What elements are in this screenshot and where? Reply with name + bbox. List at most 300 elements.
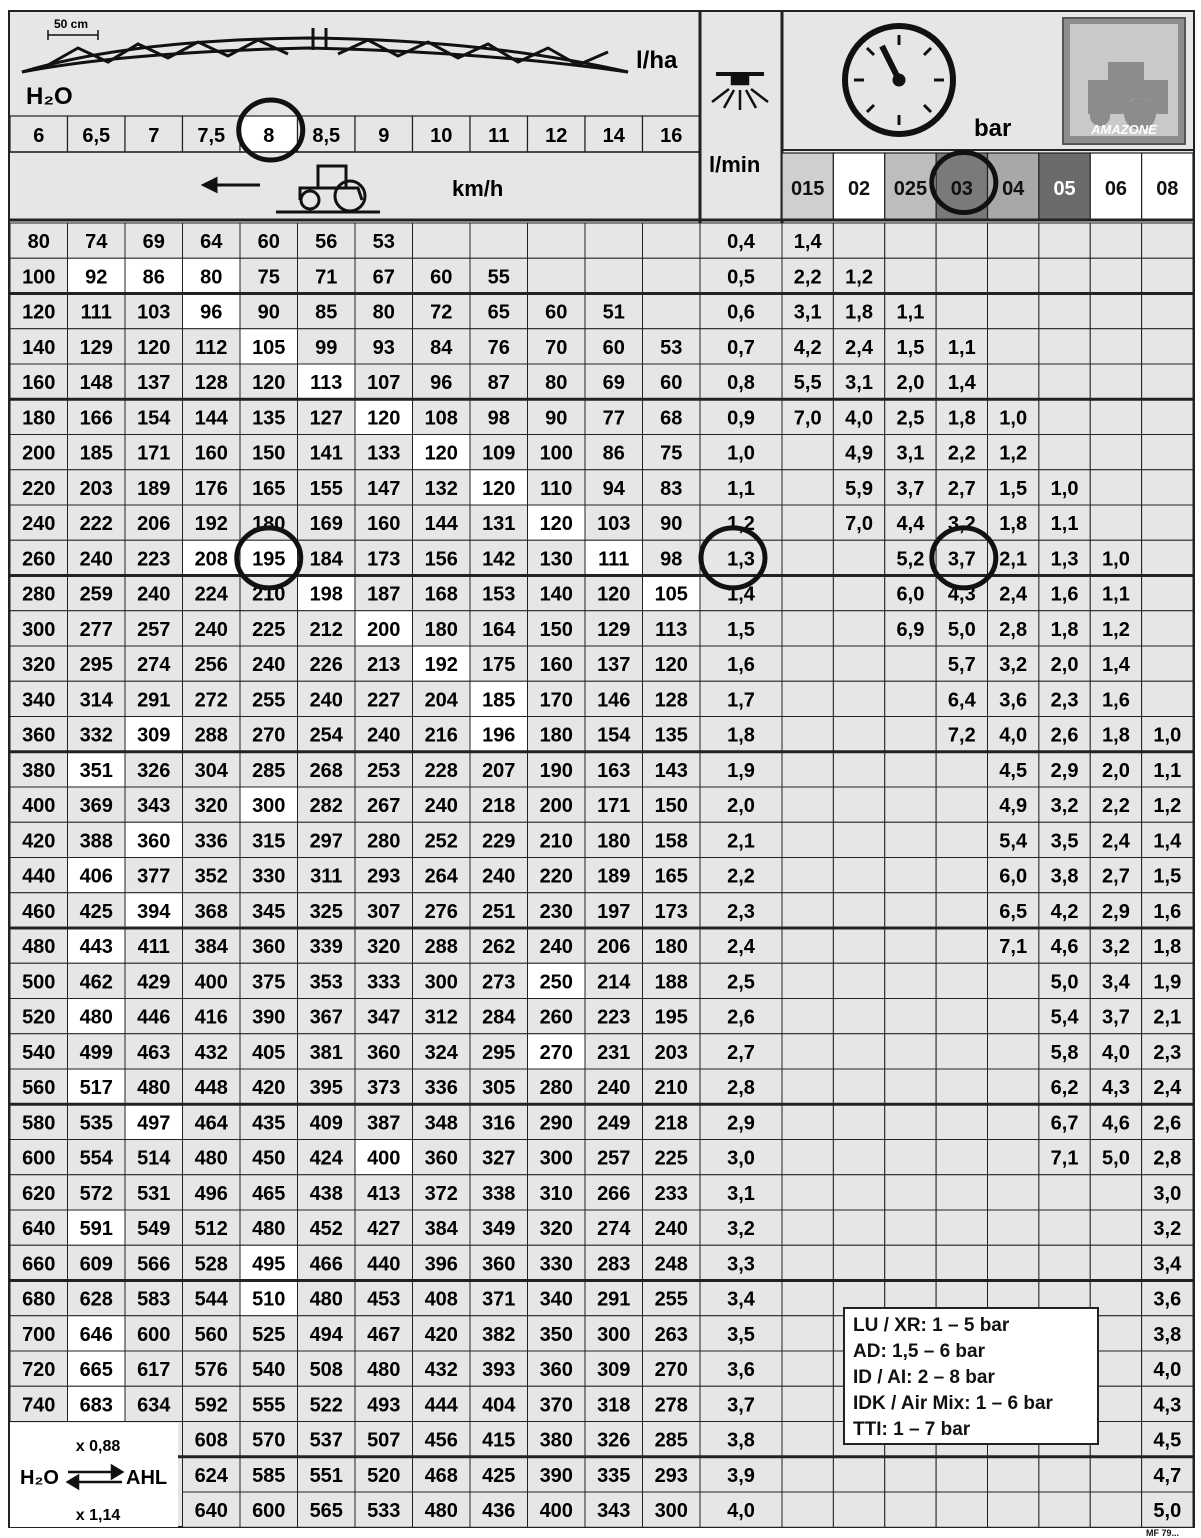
rate-cell: 617 — [137, 1359, 171, 1381]
rate-cell: 144 — [194, 407, 228, 430]
rate-cell: 436 — [482, 1500, 516, 1522]
rate-cell: 280 — [22, 583, 56, 606]
rate-cell: 180 — [22, 407, 56, 430]
rate-cell: 388 — [79, 830, 113, 853]
pressure-cell: 1,8 — [845, 301, 873, 324]
rate-cell: 264 — [424, 865, 458, 888]
rate-cell: 120 — [137, 336, 171, 359]
rate-cell: 425 — [482, 1464, 516, 1487]
rate-cell: 295 — [79, 654, 113, 676]
rate-cell: 133 — [367, 442, 401, 465]
rate-cell: 110 — [540, 477, 573, 500]
pressure-cell: 2,3 — [1050, 689, 1079, 712]
pressure-cell: 2,6 — [1153, 1112, 1182, 1135]
rate-cell: 142 — [482, 548, 516, 571]
rate-cell: 535 — [79, 1112, 113, 1135]
rate-cell: 229 — [482, 830, 516, 853]
rate-cell: 168 — [424, 583, 458, 606]
rate-cell: 554 — [79, 1147, 113, 1170]
pressure-cell: 3,8 — [1153, 1323, 1182, 1346]
rate-cell: 377 — [137, 865, 171, 888]
rate-cell: 69 — [142, 231, 165, 253]
pressure-cell: 1,5 — [896, 336, 925, 359]
conversion-left-label: H₂O — [20, 1467, 59, 1489]
rate-cell: 200 — [367, 618, 401, 641]
rate-cell: 100 — [22, 266, 56, 289]
rate-cell: 443 — [79, 936, 113, 958]
rate-cell: 273 — [482, 971, 516, 994]
rate-cell: 76 — [487, 336, 510, 359]
rate-cell: 570 — [252, 1429, 286, 1452]
rate-cell: 103 — [137, 301, 171, 324]
flow-cell: 1,6 — [727, 654, 755, 676]
flow-cell: 4,0 — [727, 1500, 755, 1522]
rate-cell: 460 — [22, 900, 56, 923]
rate-cell: 343 — [137, 795, 171, 817]
pressure-cell: 1,1 — [947, 336, 976, 359]
nozzle-size-header: 025 — [893, 178, 928, 200]
rate-cell: 170 — [539, 689, 573, 712]
rate-cell: 83 — [660, 477, 683, 500]
rate-cell: 390 — [539, 1464, 573, 1487]
pressure-cell: 2,4 — [1153, 1077, 1182, 1099]
rate-cell: 400 — [194, 971, 228, 994]
rate-cell: 320 — [194, 795, 228, 817]
pressure-cell: 2,8 — [1153, 1147, 1182, 1170]
rate-cell: 240 — [654, 1218, 688, 1240]
rate-cell: 500 — [22, 971, 56, 994]
speed-header-cell: 14 — [602, 125, 625, 147]
rate-cell: 583 — [137, 1288, 171, 1311]
rate-cell: 272 — [194, 689, 228, 712]
pressure-cell: 3,5 — [1050, 830, 1079, 853]
rate-cell: 53 — [372, 231, 395, 253]
rate-cell: 227 — [367, 689, 401, 712]
rate-cell: 180 — [539, 724, 573, 747]
pressure-cell: 4,5 — [1153, 1429, 1182, 1452]
tractor-icon — [204, 166, 380, 212]
rate-cell: 330 — [252, 865, 286, 888]
rate-cell: 189 — [137, 477, 171, 500]
speed-header-cell: 10 — [430, 125, 453, 147]
nozzle-size-header: 04 — [1002, 178, 1025, 200]
pressure-cell: 2,0 — [896, 372, 925, 394]
rate-cell: 99 — [315, 336, 338, 359]
rate-cell: 240 — [22, 513, 56, 535]
rate-cell: 525 — [252, 1323, 286, 1346]
flow-cell: 1,4 — [727, 583, 755, 606]
rate-cell: 444 — [424, 1394, 458, 1417]
pressure-cell: 1,1 — [896, 301, 925, 324]
rate-cell: 165 — [252, 477, 286, 500]
rate-cell: 64 — [200, 231, 223, 253]
rate-cell: 120 — [482, 477, 516, 500]
rate-cell: 208 — [194, 548, 228, 571]
pressure-cell: 1,6 — [1102, 689, 1130, 712]
pressure-cell: 2,1 — [999, 548, 1028, 571]
rate-cell: 156 — [424, 548, 458, 571]
pressure-cell: 1,4 — [1102, 654, 1130, 676]
rate-cell: 187 — [367, 583, 401, 606]
speed-header-cell: 7 — [148, 125, 160, 147]
rate-cell: 453 — [367, 1288, 401, 1311]
rate-cell: 531 — [137, 1182, 171, 1205]
pressure-cell: 1,8 — [947, 407, 976, 430]
pressure-cell: 1,5 — [999, 477, 1028, 500]
rate-cell: 96 — [200, 301, 223, 324]
speed-header-cell: 16 — [660, 125, 683, 147]
rate-cell: 143 — [654, 759, 688, 782]
rate-cell: 250 — [539, 971, 573, 994]
rate-cell: 90 — [660, 513, 683, 535]
rate-cell: 86 — [142, 266, 165, 289]
rate-cell: 368 — [194, 900, 228, 923]
rate-cell: 120 — [597, 583, 631, 606]
rate-cell: 225 — [654, 1147, 688, 1170]
water-label: H₂O — [26, 83, 73, 110]
rate-cell: 277 — [79, 618, 113, 641]
rate-cell: 112 — [195, 336, 228, 359]
flow-cell: 2,5 — [727, 971, 755, 994]
rate-cell: 493 — [367, 1394, 401, 1417]
rate-cell: 600 — [137, 1323, 171, 1346]
rate-cell: 420 — [424, 1323, 458, 1346]
pressure-cell: 3,1 — [896, 442, 925, 465]
pressure-cell: 2,5 — [896, 407, 925, 430]
pressure-cell: 6,4 — [947, 689, 976, 712]
rate-cell: 75 — [660, 442, 683, 465]
rate-cell: 51 — [602, 301, 625, 324]
rate-cell: 293 — [654, 1464, 688, 1487]
speed-header-cell: 6 — [33, 125, 45, 147]
pressure-cell: 7,0 — [845, 513, 873, 535]
flow-cell: 3,3 — [727, 1253, 755, 1276]
rate-cell: 608 — [194, 1429, 228, 1452]
rate-cell: 248 — [654, 1253, 688, 1276]
flow-cell: 0,7 — [727, 336, 755, 359]
rate-cell: 415 — [482, 1429, 516, 1452]
rate-cell: 270 — [654, 1359, 688, 1381]
rate-cell: 324 — [424, 1041, 458, 1064]
rate-cell: 223 — [137, 548, 171, 571]
speed-header-cell: 12 — [545, 125, 568, 147]
pressure-range-item: IDK / Air Mix: 1 – 6 bar — [853, 1393, 1053, 1414]
pressure-cell: 2,6 — [1050, 724, 1079, 747]
pressure-cell: 2,0 — [1050, 654, 1079, 676]
rate-cell: 507 — [367, 1429, 401, 1452]
rate-cell: 375 — [252, 971, 286, 994]
rate-cell: 278 — [654, 1394, 688, 1417]
rate-cell: 432 — [424, 1359, 458, 1381]
pressure-cell: 1,2 — [1102, 618, 1130, 641]
pressure-cell: 3,8 — [1050, 865, 1079, 888]
rate-cell: 263 — [654, 1323, 688, 1346]
rate-cell: 190 — [539, 759, 573, 782]
rate-cell: 320 — [22, 654, 56, 676]
pressure-cell: 1,8 — [999, 513, 1028, 535]
rate-cell: 53 — [660, 336, 683, 359]
rate-cell: 522 — [309, 1394, 343, 1417]
flow-cell: 3,9 — [727, 1464, 755, 1487]
rate-cell: 624 — [194, 1464, 228, 1487]
rate-cell: 240 — [79, 548, 113, 571]
pressure-range-legend — [843, 1307, 1099, 1445]
rate-cell: 665 — [79, 1359, 113, 1381]
rate-cell: 452 — [309, 1218, 343, 1240]
rate-cell: 700 — [22, 1323, 56, 1346]
rate-cell: 408 — [424, 1288, 458, 1311]
rate-cell: 312 — [424, 1006, 458, 1029]
flow-unit-label: l/min — [709, 152, 761, 177]
rate-cell: 210 — [539, 830, 573, 853]
rate-cell: 740 — [22, 1394, 56, 1417]
rate-cell: 226 — [309, 654, 343, 676]
rate-cell: 320 — [539, 1218, 573, 1240]
pressure-cell: 1,1 — [1102, 583, 1130, 606]
rate-cell: 111 — [598, 548, 630, 571]
pressure-cell: 1,0 — [1050, 477, 1079, 500]
rate-cell: 144 — [424, 513, 458, 535]
flow-cell: 1,7 — [727, 689, 755, 712]
rate-cell: 480 — [194, 1147, 228, 1170]
flow-cell: 1,1 — [727, 477, 755, 500]
rate-cell: 135 — [252, 407, 286, 430]
rate-cell: 90 — [545, 407, 568, 430]
rate-cell: 150 — [539, 618, 573, 641]
rate-cell: 84 — [430, 336, 453, 359]
rate-cell: 350 — [539, 1323, 573, 1346]
rate-cell: 216 — [424, 724, 458, 747]
rate-cell: 465 — [252, 1182, 286, 1205]
pressure-cell: 3,2 — [1153, 1218, 1182, 1240]
flow-cell: 3,2 — [727, 1218, 755, 1240]
rate-cell: 413 — [367, 1182, 401, 1205]
rate-cell: 282 — [309, 795, 343, 817]
rate-cell: 111 — [80, 301, 112, 324]
pressure-cell: 1,2 — [1153, 795, 1182, 817]
rate-cell: 210 — [654, 1077, 688, 1099]
rate-cell: 343 — [597, 1500, 631, 1522]
pressure-cell: 4,3 — [1102, 1077, 1130, 1099]
rate-cell: 203 — [79, 477, 113, 500]
pressure-cell: 2,0 — [1102, 759, 1130, 782]
rate-cell: 195 — [654, 1006, 688, 1029]
pressure-cell: 6,7 — [1050, 1112, 1079, 1135]
rate-cell: 184 — [309, 548, 343, 571]
rate-cell: 349 — [482, 1218, 516, 1240]
rate-cell: 240 — [309, 689, 343, 712]
rate-cell: 113 — [310, 372, 343, 394]
rate-cell: 544 — [194, 1288, 228, 1311]
speed-header-cell: 7,5 — [197, 125, 226, 147]
pressure-cell: 1,8 — [1153, 936, 1182, 958]
rate-cell: 304 — [194, 759, 228, 782]
rate-cell: 537 — [309, 1429, 343, 1452]
rate-cell: 432 — [194, 1041, 228, 1064]
rate-cell: 56 — [315, 231, 338, 253]
rate-cell: 300 — [539, 1147, 573, 1170]
rate-cell: 373 — [367, 1077, 401, 1099]
pressure-cell: 4,9 — [999, 795, 1028, 817]
flow-cell: 2,1 — [727, 830, 755, 853]
rate-cell: 195 — [252, 548, 286, 571]
rate-cell: 420 — [252, 1077, 286, 1099]
pressure-cell: 4,6 — [1050, 936, 1079, 958]
rate-cell: 120 — [539, 513, 573, 535]
pressure-cell: 4,9 — [845, 442, 873, 465]
rate-cell: 284 — [482, 1006, 516, 1029]
rate-cell: 360 — [137, 830, 171, 853]
rate-cell: 347 — [367, 1006, 401, 1029]
pressure-cell: 4,6 — [1102, 1112, 1130, 1135]
rate-cell: 353 — [309, 971, 343, 994]
rate-cell: 69 — [602, 372, 625, 394]
pressure-cell: 1,2 — [999, 442, 1028, 465]
rate-cell: 660 — [22, 1253, 56, 1276]
rate-cell: 185 — [482, 689, 516, 712]
nozzle-spray-icon — [712, 74, 768, 110]
rate-cell: 240 — [597, 1077, 631, 1099]
pressure-cell: 1,0 — [1102, 548, 1130, 571]
flow-cell: 1,3 — [727, 548, 755, 571]
rate-cell: 499 — [79, 1041, 113, 1064]
pressure-cell: 4,3 — [947, 583, 976, 606]
rate-cell: 218 — [654, 1112, 688, 1135]
rate-cell: 404 — [482, 1394, 516, 1417]
rate-cell: 140 — [539, 583, 573, 606]
rate-cell: 158 — [654, 830, 688, 853]
rate-cell: 129 — [79, 336, 113, 359]
pressure-cell: 3,1 — [845, 372, 873, 394]
rate-cell: 198 — [309, 583, 343, 606]
speed-header-cell: 9 — [378, 125, 390, 147]
rate-cell: 496 — [194, 1182, 228, 1205]
rate-cell: 393 — [482, 1359, 516, 1381]
amazone-logo — [1063, 18, 1185, 144]
rate-cell: 468 — [424, 1464, 458, 1487]
rate-cell: 335 — [597, 1464, 631, 1487]
rate-cell: 360 — [22, 724, 56, 747]
rate-cell: 555 — [252, 1394, 286, 1417]
pressure-cell: 6,9 — [896, 618, 925, 641]
rate-cell: 60 — [602, 336, 625, 359]
rate-cell: 406 — [79, 865, 113, 888]
rate-cell: 60 — [660, 372, 683, 394]
rate-cell: 326 — [137, 759, 171, 782]
pressure-cell: 1,5 — [1153, 865, 1182, 888]
rate-cell: 274 — [137, 654, 171, 676]
rate-cell: 320 — [367, 936, 401, 958]
rate-cell: 180 — [597, 830, 631, 853]
rate-unit-label: l/ha — [636, 47, 678, 74]
rate-cell: 113 — [655, 618, 688, 641]
rate-cell: 180 — [424, 618, 458, 641]
rate-cell: 600 — [252, 1500, 286, 1522]
rate-cell: 683 — [79, 1394, 113, 1417]
conversion-factor-bottom: x 1,14 — [75, 1507, 121, 1524]
rate-cell: 508 — [309, 1359, 343, 1381]
flow-cell: 2,4 — [727, 936, 755, 958]
rate-cell: 230 — [539, 900, 573, 923]
pressure-cell: 5,2 — [896, 548, 925, 571]
rate-cell: 60 — [430, 266, 453, 289]
rate-cell: 165 — [654, 865, 688, 888]
chart-svg — [8, 10, 1195, 1528]
pressure-cell: 6,0 — [999, 865, 1028, 888]
rate-cell: 240 — [482, 865, 516, 888]
rate-cell: 314 — [79, 689, 113, 712]
rate-cell: 107 — [367, 372, 401, 394]
rate-cell: 384 — [424, 1218, 458, 1240]
speed-header-cell: 6,5 — [82, 125, 111, 147]
pressure-cell: 4,5 — [999, 759, 1028, 782]
rate-cell: 164 — [482, 618, 516, 641]
rate-cell: 371 — [482, 1288, 516, 1311]
rate-cell: 640 — [194, 1500, 228, 1522]
rate-cell: 394 — [137, 900, 171, 923]
calibration-chart — [8, 10, 1195, 1528]
rate-cell: 497 — [137, 1112, 171, 1135]
rate-cell: 480 — [367, 1359, 401, 1381]
rate-cell: 55 — [487, 266, 510, 289]
rate-cell: 351 — [79, 759, 113, 782]
rate-cell: 400 — [539, 1500, 573, 1522]
rate-cell: 200 — [22, 442, 56, 465]
rate-cell: 345 — [252, 900, 286, 923]
rate-cell: 128 — [654, 689, 688, 712]
flow-cell: 0,5 — [727, 266, 755, 289]
pressure-cell: 2,4 — [999, 583, 1028, 606]
pressure-cell: 3,4 — [1153, 1253, 1182, 1276]
rate-cell: 551 — [309, 1464, 343, 1487]
rate-cell: 400 — [22, 795, 56, 817]
flow-cell: 3,6 — [727, 1359, 755, 1381]
rate-cell: 307 — [367, 900, 401, 923]
rate-cell: 438 — [309, 1182, 343, 1205]
rate-cell: 72 — [430, 301, 453, 324]
rate-cell: 65 — [487, 301, 510, 324]
rate-cell: 300 — [654, 1500, 688, 1522]
pressure-cell: 1,8 — [1102, 724, 1130, 747]
flow-cell: 0,8 — [727, 372, 755, 394]
rate-cell: 395 — [309, 1077, 343, 1099]
rate-cell: 480 — [79, 1006, 113, 1029]
rate-cell: 240 — [137, 583, 171, 606]
rate-cell: 173 — [367, 548, 401, 571]
rate-cell: 300 — [22, 618, 56, 641]
rate-cell: 450 — [252, 1147, 286, 1170]
nozzle-size-header: 02 — [847, 178, 871, 200]
rate-cell: 210 — [252, 583, 286, 606]
rate-cell: 290 — [539, 1112, 573, 1135]
rate-cell: 74 — [85, 231, 108, 253]
rate-cell: 94 — [602, 477, 625, 500]
rate-cell: 720 — [22, 1359, 56, 1381]
rate-cell: 67 — [372, 266, 395, 289]
rate-cell: 520 — [367, 1464, 401, 1487]
rate-cell: 396 — [424, 1253, 458, 1276]
conversion-panel — [10, 1423, 178, 1527]
rate-cell: 260 — [539, 1006, 573, 1029]
rate-cell: 340 — [539, 1288, 573, 1311]
rate-cell: 105 — [252, 336, 286, 359]
rate-cell: 325 — [309, 900, 343, 923]
pressure-cell: 1,8 — [1050, 618, 1079, 641]
rate-cell: 249 — [597, 1112, 631, 1135]
rate-cell: 370 — [539, 1394, 573, 1417]
rate-cell: 382 — [482, 1323, 516, 1346]
rate-cell: 387 — [367, 1112, 401, 1135]
